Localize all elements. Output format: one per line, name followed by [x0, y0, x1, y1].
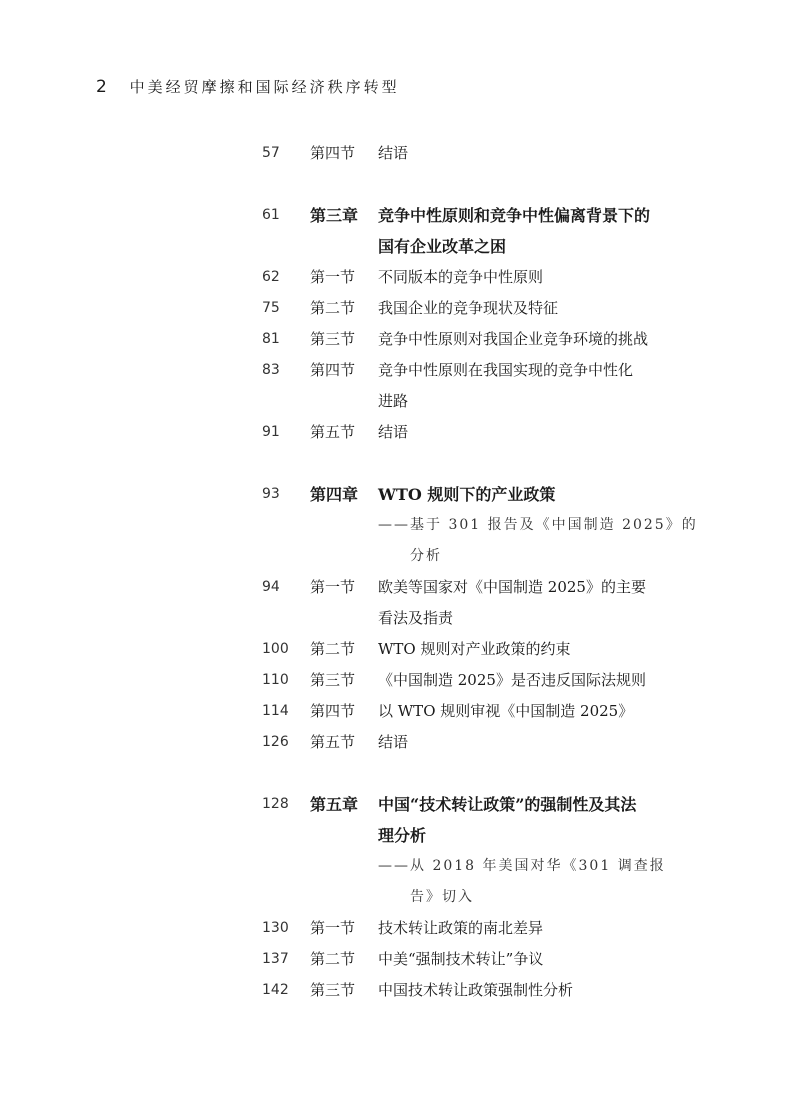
chapter-subtitle: [262, 510, 698, 541]
toc-title: 中美“强制技术转让”争议: [378, 950, 544, 968]
toc-section: 第四节: [310, 702, 356, 720]
toc-title: 竞争中性原则对我国企业竞争环境的挑战: [378, 330, 649, 348]
toc-title: 进路: [378, 392, 409, 410]
toc-entry[interactable]: [262, 324, 682, 355]
chapter-subtitle: [262, 882, 682, 913]
chapter-title: WTO 规则下的产业政策: [378, 485, 556, 504]
toc-page: 128: [262, 796, 289, 812]
toc-page: 75: [262, 300, 280, 316]
toc-page: 94: [262, 579, 280, 595]
toc-entry[interactable]: [262, 944, 682, 975]
chapter-subtitle-text: ——从 2018 年美国对华《301 调查报: [378, 858, 666, 874]
chapter-entry[interactable]: [262, 789, 682, 820]
book-title: 中美经贸摩擦和国际经济秩序转型: [129, 78, 400, 96]
toc-title: 以 WTO 规则审视《中国制造 2025》: [378, 702, 634, 720]
toc-title-continued: [262, 386, 682, 417]
toc-entry[interactable]: [262, 262, 682, 293]
toc-section: 第三节: [310, 330, 356, 348]
toc-title-continued: [262, 603, 682, 634]
toc-page: 110: [262, 672, 289, 688]
chapter-entry[interactable]: [262, 200, 682, 231]
toc-section: 第四节: [310, 361, 356, 379]
toc-entry[interactable]: [262, 417, 682, 448]
chapter-number: 第四章: [310, 485, 359, 504]
toc-page: 62: [262, 269, 280, 285]
toc-section: 第五节: [310, 423, 356, 441]
chapter-title: 竞争中性原则和竞争中性偏离背景下的: [378, 206, 651, 225]
toc-entry[interactable]: [262, 634, 682, 665]
toc-title: 《中国制造 2025》是否违反国际法规则: [378, 671, 646, 689]
toc-title: 结语: [378, 144, 409, 162]
toc-page: 100: [262, 641, 289, 657]
toc-entry[interactable]: [262, 727, 682, 758]
toc-title: 结语: [378, 423, 409, 441]
chapter-title-continued: [262, 820, 682, 851]
toc-section: 第一节: [310, 578, 356, 596]
chapter-subtitle: [262, 541, 682, 572]
toc-title: 结语: [378, 733, 409, 751]
toc-page: 142: [262, 982, 289, 998]
toc-section: 第四节: [310, 144, 356, 162]
toc-entry[interactable]: [262, 355, 682, 386]
toc-page: 57: [262, 145, 280, 161]
toc-section: 第三节: [310, 981, 356, 999]
toc-title: WTO 规则对产业政策的约束: [378, 640, 571, 658]
chapter-title: 中国“技术转让政策”的强制性及其法: [378, 795, 637, 814]
chapter-subtitle-text: 告》切入: [410, 889, 474, 905]
toc-section: 第一节: [310, 268, 356, 286]
toc-page: 91: [262, 424, 280, 440]
chapter-title-continued: [262, 231, 682, 262]
chapter-number: 第三章: [310, 206, 359, 225]
chapter-title: 理分析: [378, 826, 427, 845]
chapter-subtitle: [262, 851, 682, 882]
toc-title: 不同版本的竞争中性原则: [378, 268, 544, 286]
toc-page: 61: [262, 207, 280, 223]
toc-title: 看法及指责: [378, 609, 454, 627]
toc-title: 中国技术转让政策强制性分析: [378, 981, 574, 999]
toc-section: 第一节: [310, 919, 356, 937]
chapter-entry[interactable]: [262, 479, 682, 510]
toc-page: 81: [262, 331, 280, 347]
toc-entry[interactable]: [262, 975, 682, 1006]
toc-page: 126: [262, 734, 289, 750]
toc-page: 130: [262, 920, 289, 936]
toc-title: 技术转让政策的南北差异: [378, 919, 544, 937]
toc-section: 第三节: [310, 671, 356, 689]
toc-page: 93: [262, 486, 280, 502]
table-of-contents: [262, 138, 698, 1006]
toc-entry[interactable]: [262, 293, 682, 324]
toc-page: 137: [262, 951, 289, 967]
chapter-subtitle-text: 分析: [410, 548, 442, 564]
toc-section: 第五节: [310, 733, 356, 751]
toc-page: 114: [262, 703, 289, 719]
toc-entry[interactable]: [262, 665, 682, 696]
toc-title: 竞争中性原则在我国实现的竞争中性化: [378, 361, 634, 379]
toc-section: 第二节: [310, 640, 356, 658]
chapter-subtitle-text: ——基于 301 报告及《中国制造 2025》的: [378, 517, 698, 533]
toc-entry[interactable]: [262, 696, 682, 727]
toc-section: 第二节: [310, 950, 356, 968]
toc-title: 我国企业的竞争现状及特征: [378, 299, 559, 317]
page-number: 2: [96, 77, 107, 97]
running-head: [96, 76, 400, 97]
toc-page: 83: [262, 362, 280, 378]
chapter-title: 国有企业改革之困: [378, 237, 507, 256]
toc-entry[interactable]: [262, 572, 682, 603]
toc-entry[interactable]: [262, 913, 682, 944]
toc-section: 第二节: [310, 299, 356, 317]
toc-entry[interactable]: [262, 138, 682, 169]
chapter-number: 第五章: [310, 795, 359, 814]
toc-title: 欧美等国家对《中国制造 2025》的主要: [378, 578, 646, 596]
